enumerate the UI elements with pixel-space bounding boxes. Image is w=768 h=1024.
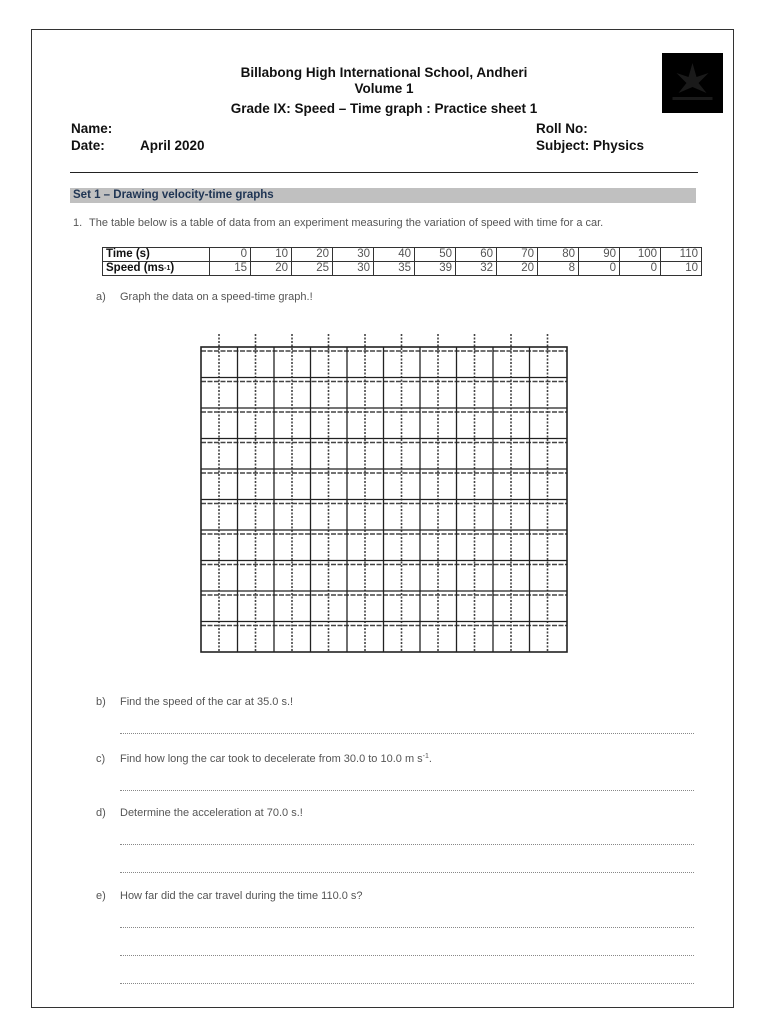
question-1-number: 1. xyxy=(73,217,83,229)
time-cell: 70 xyxy=(497,248,538,262)
subject-label: Subject: Physics xyxy=(536,138,645,153)
part-c-label: c) xyxy=(96,753,106,765)
answer-line-d2[interactable] xyxy=(120,872,694,873)
speed-label-end: ) xyxy=(170,262,175,274)
name-label: Name: xyxy=(71,121,113,136)
time-cell: 0 xyxy=(210,248,251,262)
speed-cell: 0 xyxy=(579,262,620,276)
speed-cell: 20 xyxy=(497,262,538,276)
part-b-text: Find the speed of the car at 35.0 s.! xyxy=(120,696,294,708)
school-logo-icon xyxy=(662,53,723,113)
volume-label: Volume 1 xyxy=(354,81,414,96)
time-cell: 50 xyxy=(415,248,456,262)
date-value: April 2020 xyxy=(140,138,205,153)
solid-grid-lines xyxy=(201,347,567,652)
section-heading: Set 1 – Drawing velocity-time graphs xyxy=(70,188,696,203)
worksheet-title: Grade IX: Speed – Time graph : Practice sheet 1 xyxy=(230,101,538,116)
part-d-text: Determine the acceleration at 70.0 s.! xyxy=(120,807,303,819)
time-cell: 20 xyxy=(292,248,333,262)
time-cell: 100 xyxy=(620,248,661,262)
table-row-speed xyxy=(103,262,702,276)
part-c-text xyxy=(120,753,432,765)
speed-cell: 10 xyxy=(661,262,702,276)
answer-line-e3[interactable] xyxy=(120,983,694,984)
speed-cell: 0 xyxy=(620,262,661,276)
time-cell: 40 xyxy=(374,248,415,262)
part-c-text-main: Find how long the car took to decelerate from 30.0 to 10.0 m s xyxy=(120,753,423,765)
time-cell: 90 xyxy=(579,248,620,262)
answer-line-e2[interactable] xyxy=(120,955,694,956)
school-name: Billabong High International School, Andheri xyxy=(240,65,528,80)
speed-time-data-table xyxy=(102,247,702,276)
time-cell: 30 xyxy=(333,248,374,262)
speed-cell: 15 xyxy=(210,262,251,276)
part-e-label: e) xyxy=(96,890,106,902)
roll-no-label: Roll No: xyxy=(536,121,588,136)
star-emblem-icon xyxy=(662,53,723,113)
speed-cell: 35 xyxy=(374,262,415,276)
part-d-label: d) xyxy=(96,807,106,819)
time-cell: 10 xyxy=(251,248,292,262)
time-row-label: Time (s) xyxy=(103,248,210,262)
answer-line-d1[interactable] xyxy=(120,844,694,845)
speed-cell: 25 xyxy=(292,262,333,276)
answer-line-e1[interactable] xyxy=(120,927,694,928)
part-c-superscript: -1 xyxy=(422,753,429,760)
part-a-label: a) xyxy=(96,291,106,303)
speed-row-label xyxy=(103,262,210,276)
time-cell: 60 xyxy=(456,248,497,262)
date-label: Date: xyxy=(71,138,105,153)
part-b-label: b) xyxy=(96,696,106,708)
part-a-text: Graph the data on a speed-time graph.! xyxy=(120,291,313,303)
part-c-text-end: . xyxy=(428,753,432,765)
time-cell: 110 xyxy=(661,248,702,262)
speed-cell: 20 xyxy=(251,262,292,276)
part-e-text: How far did the car travel during the time 110.0 s? xyxy=(120,890,363,902)
speed-cell: 8 xyxy=(538,262,579,276)
time-cell: 80 xyxy=(538,248,579,262)
answer-line-b[interactable] xyxy=(120,733,694,734)
graph-paper-grid[interactable] xyxy=(195,330,575,660)
speed-label-superscript: -1 xyxy=(164,265,171,272)
header-divider xyxy=(70,172,698,173)
speed-label-text: Speed (ms xyxy=(106,262,165,274)
answer-line-c[interactable] xyxy=(120,790,694,791)
speed-cell: 39 xyxy=(415,262,456,276)
speed-cell: 30 xyxy=(333,262,374,276)
question-1-text: The table below is a table of data from an experiment measuring the variation of speed with time for a car. xyxy=(89,217,604,229)
speed-cell: 32 xyxy=(456,262,497,276)
table-row-time xyxy=(103,248,702,262)
